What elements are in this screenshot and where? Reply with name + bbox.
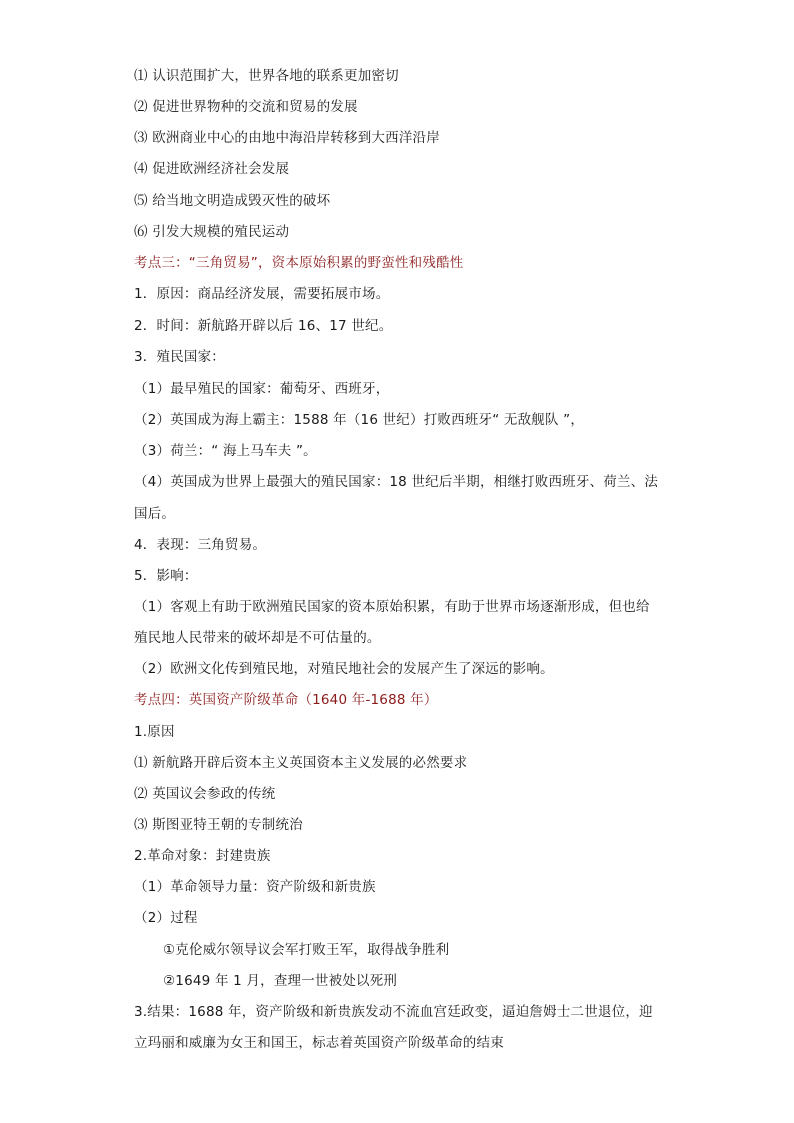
paragraph-result-cont: 立玛丽和威廉为女王和国王，标志着英国资产阶级革命的结束 — [134, 1035, 504, 1051]
process-item-2: ②1649 年 1 月，查理一世被处以死刑 — [163, 973, 398, 989]
outcome-item-1: ⑴ 认识范围扩大，世界各地的联系更加密切 — [134, 68, 399, 84]
paragraph-impact-1-cont: 殖民地人民带来的破坏却是不可估量的。 — [134, 630, 381, 646]
paragraph-manifestation: 4．表现：三角贸易。 — [134, 537, 267, 553]
paragraph-leadership: （1）革命领导力量：资产阶级和新贵族 — [134, 879, 376, 895]
reason-item-3: ⑶ 斯图亚特王朝的专制统治 — [134, 817, 303, 833]
paragraph-time: 2．时间：新航路开辟以后 16、17 世纪。 — [134, 318, 393, 334]
section-heading-3: 考点三：“三角贸易”，资本原始积累的野蛮性和残酷性 — [134, 255, 464, 271]
reason-item-2: ⑵ 英国议会参政的传统 — [134, 786, 276, 802]
paragraph-result: 3.结果：1688 年，资产阶级和新贵族发动不流血宫廷政变，逼迫詹姆士二世退位，迎 — [134, 1004, 653, 1020]
paragraph-britain-strongest: （4）英国成为世界上最强大的殖民国家：18 世纪后半期，相继打败西班牙、荷兰、法 — [134, 474, 659, 490]
section-heading-4: 考点四：英国资产阶级革命（1640 年-1688 年） — [134, 692, 438, 708]
paragraph-colonial-countries: 3．殖民国家： — [134, 349, 225, 365]
process-item-1: ①克伦威尔领导议会军打败王军，取得战争胜利 — [163, 942, 450, 958]
paragraph-britain-strongest-cont: 国后。 — [134, 506, 176, 522]
paragraph-impact: 5．影响： — [134, 568, 198, 584]
paragraph-impact-1: （1）客观上有助于欧洲殖民国家的资本原始积累，有助于世界市场逐渐形成，但也给 — [134, 599, 650, 615]
paragraph-revolution-target: 2.革命对象：封建贵族 — [134, 848, 271, 864]
paragraph-process: （2）过程 — [134, 910, 198, 926]
outcome-item-6: ⑹ 引发大规模的殖民运动 — [134, 224, 290, 240]
outcome-item-4: ⑷ 促进欧洲经济社会发展 — [134, 161, 290, 177]
paragraph-earliest-colonizers: （1）最早殖民的国家：葡萄牙、西班牙， — [134, 381, 390, 397]
paragraph-impact-2: （2）欧洲文化传到殖民地，对殖民地社会的发展产生了深远的影响。 — [134, 661, 554, 677]
outcome-item-3: ⑶ 欧洲商业中心的由地中海沿岸转移到大西洋沿岸 — [134, 130, 440, 146]
paragraph-netherlands: （3）荷兰：“ 海上马车夫 ”。 — [134, 443, 317, 459]
reason-item-1: ⑴ 新航路开辟后资本主义英国资本主义发展的必然要求 — [134, 755, 468, 771]
paragraph-britain-sea-power: （2）英国成为海上霸主：1588 年（16 世纪）打败西班牙“ 无敌舰队 ”， — [134, 412, 585, 428]
paragraph-cause: 1．原因：商品经济发展，需要拓展市场。 — [134, 286, 390, 302]
paragraph-reasons: 1.原因 — [134, 724, 175, 740]
outcome-item-5: ⑸ 给当地文明造成毁灭性的破坏 — [134, 193, 331, 209]
outcome-item-2: ⑵ 促进世界物种的交流和贸易的发展 — [134, 99, 358, 115]
